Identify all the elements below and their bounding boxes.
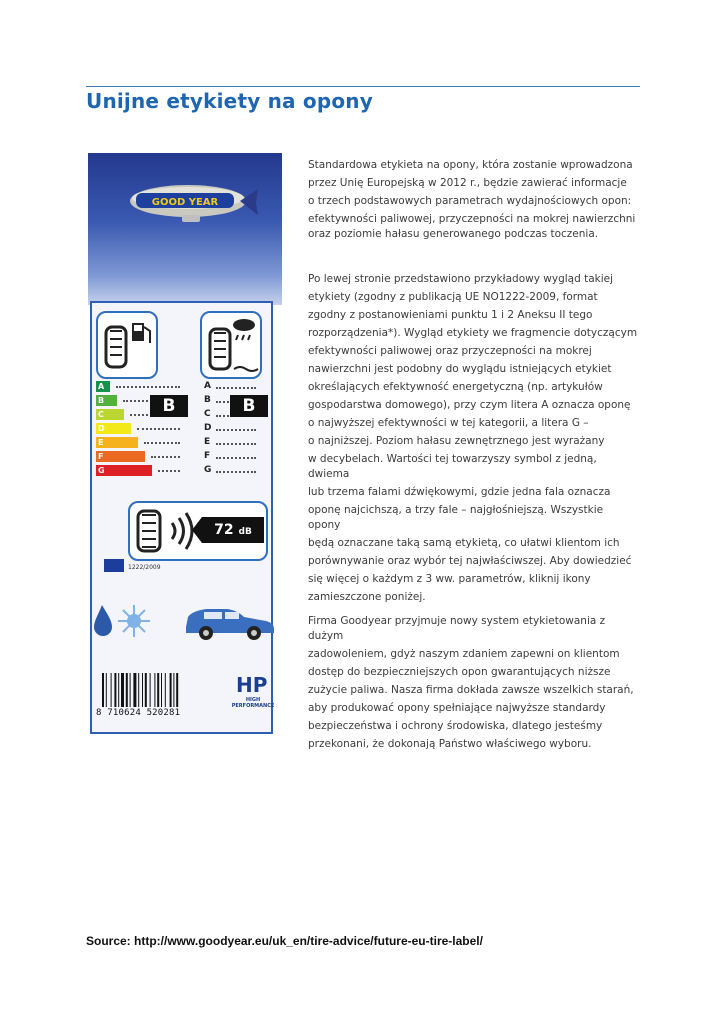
wet-selected-grade: B: [230, 395, 268, 417]
barcode-bar: [154, 673, 155, 707]
eu-label-panel: [90, 301, 273, 734]
blimp-brand-text: GOOD YEAR: [151, 197, 219, 208]
barcode-bar: [142, 673, 143, 707]
fuel-grade-letter: B: [96, 395, 117, 406]
text-line: będą oznaczane taką samą etykietą, co ułatwi klientom ich: [308, 537, 620, 549]
noise-value: 72: [214, 522, 234, 538]
text-line: się więcej o każdym z 3 ww. parametrów, kliknij ikony: [308, 573, 591, 585]
text-line: bezpieczeństwa i ochrony środowiska, dlatego jesteśmy: [308, 720, 603, 732]
text-line: określających efektywność energetyczną (np. artykułów: [308, 381, 603, 393]
barcode-bar: [173, 673, 174, 707]
barcode-bar: [161, 673, 162, 707]
regulation-number: 1222/2009: [128, 564, 161, 571]
text-line: opony: [308, 519, 341, 531]
text-line: etykiety (zgodny z publikacją UE NO1222-2009, format: [308, 291, 598, 303]
fuel-grade-letter: E: [96, 437, 138, 448]
water-drop-icon[interactable]: [94, 605, 112, 636]
noise-unit: dB: [238, 527, 252, 537]
barcode-bar: [130, 673, 131, 707]
intro-paragraph: [308, 156, 638, 243]
snowflake-sun-icon[interactable]: [118, 605, 150, 637]
fuel-grade-letter: F: [96, 451, 145, 462]
eu-flag-icon: [104, 559, 124, 572]
text-line: dwiema: [308, 468, 350, 480]
barcode-bar: [176, 673, 178, 707]
barcode-bar: [111, 673, 112, 707]
barcode-bar: [157, 673, 159, 707]
barcode-area: [94, 673, 274, 723]
text-line: o najwyższej efektywności w tej kategorii, a litera G –: [308, 417, 589, 429]
fuel-efficiency-box: [96, 311, 158, 379]
barcode-bar: [150, 673, 151, 707]
wet-grade-letter: A: [204, 381, 211, 391]
text-line: zadowoleniem, gdyż naszym zdaniem zapewni on klientom: [308, 648, 620, 660]
text-line: porównywanie oraz wybór tej najwłaściwszej. Aby dowiedzieć: [308, 555, 632, 567]
text-line: w decybelach. Wartości tej towarzyszy symbol z jedną,: [308, 453, 597, 465]
fuel-grade-dots: [116, 386, 180, 388]
title-rule: [86, 86, 640, 87]
noise-box: [128, 501, 268, 561]
text-line: zgodny z postanowieniami punktu 1 i 2 Aneksu II tego: [308, 309, 593, 321]
text-line: rozporządzenia*). Wygląd etykiety we fragmencie dotyczącym: [308, 327, 638, 339]
text-line: przekonani, że dokonają Państwo właściwego wyboru.: [308, 738, 592, 750]
fuel-grade-letter: G: [96, 465, 152, 476]
wet-grade-letter: G: [204, 465, 212, 475]
wet-grade-letter: E: [204, 437, 211, 447]
text-line: zużycie paliwa. Nasza firma dokłada zawsze wszelkich starań,: [308, 684, 634, 696]
wet-grip-box: [200, 311, 262, 379]
barcode-bar: [145, 673, 147, 707]
text-line: oponę najcichszą, a trzy fale – najgłośniejszą. Wszystkie: [308, 504, 604, 516]
fuel-grade-dots: [137, 428, 180, 430]
text-line: dużym: [308, 630, 344, 642]
barcode-bar: [121, 673, 124, 707]
parameter-icons: [88, 597, 282, 647]
hp-subtitle: [218, 697, 288, 709]
text-line: Po lewej stronie przedstawiono przykładowy wygląd takiej: [308, 273, 614, 285]
text-line: Standardowa etykieta na opony, która zostanie wprowadzona: [308, 159, 633, 171]
fuel-grade-dots: [144, 442, 180, 444]
wet-grade-dots: [216, 457, 256, 459]
barcode-bar: [106, 673, 107, 707]
barcode-digits: 8 710624 520281: [96, 708, 181, 718]
fuel-grade-letter: A: [96, 381, 110, 392]
text-line: przez Unię Europejską w 2012 r., będzie zawierać informacje: [308, 177, 627, 189]
blimp-icon: [122, 181, 262, 227]
text-line: efektywności paliwowej oraz przyczepności na mokrej: [308, 345, 592, 357]
barcode-bar: [114, 673, 116, 707]
fuel-grade-letter: D: [96, 423, 131, 434]
tire-label-image[interactable]: [88, 153, 282, 723]
barcode-bar: [102, 673, 104, 707]
car-icon[interactable]: [186, 609, 274, 640]
barcode-bar: [126, 673, 128, 707]
wet-grade-letter: C: [204, 409, 211, 419]
hp-logo: HP: [236, 673, 268, 697]
wet-grade-letter: B: [204, 395, 211, 405]
hp-subtitle-line-2: PERFORMANCE: [231, 703, 275, 709]
text-line: lub trzema falami dźwiękowymi, gdzie jedna fala oznacza: [308, 486, 611, 498]
fuel-grade-dots: [151, 456, 180, 458]
text-line: o trzech podstawowych parametrach wydajnościowych opon:: [308, 195, 632, 207]
text-line: nawierzchni jest podobny do wyglądu istniejących etykiet: [308, 363, 612, 375]
hp-subtitle-line-1: HIGH: [245, 697, 261, 703]
text-line: oraz poziomie hałasu generowanego podczas toczenia.: [308, 228, 599, 240]
fuel-selected-grade: B: [150, 395, 188, 417]
text-line: Firma Goodyear przyjmuje nowy system etykietowania z: [308, 615, 606, 627]
goodyear-statement-paragraph: [308, 612, 638, 753]
barcode-icon: [102, 673, 198, 709]
wet-grade-dots: [216, 471, 256, 473]
text-line: dostęp do bezpieczniejszych opon gwarantujących niższe: [308, 666, 611, 678]
barcode-bar: [170, 673, 172, 707]
sky-banner: [88, 153, 282, 305]
text-line: gospodarstwa domowego), przy czym litera A oznacza oponę: [308, 399, 631, 411]
text-line: efektywności paliwowej, przyczepności na mokrej nawierzchni: [308, 213, 636, 225]
rain-cloud-icon: [202, 313, 260, 377]
fuel-grade-dots: [158, 470, 180, 472]
wet-grade-letter: F: [204, 451, 211, 461]
fuel-pump-icon: [98, 313, 156, 377]
wet-grade-dots: [216, 429, 256, 431]
source-link[interactable]: Source: http://www.goodyear.eu/uk_en/tire-advice/future-eu-tire-label/: [86, 934, 483, 948]
barcode-bar: [138, 673, 139, 707]
wet-grade-letter: D: [204, 423, 212, 433]
text-line: o najniższej. Poziom hałasu zewnętrznego jest wyrażany: [308, 435, 605, 447]
barcode-bar: [118, 673, 119, 707]
label-description-paragraph: [308, 270, 638, 606]
fuel-grade-letter: C: [96, 409, 124, 420]
text-line: aby produkować opony spełniające najwyższe standardy: [308, 702, 606, 714]
barcode-bar: [165, 673, 166, 707]
wet-grade-dots: [216, 443, 256, 445]
noise-value-tag: [202, 517, 264, 543]
barcode-bar: [133, 673, 136, 707]
page-title: Unijne etykiety na opony: [86, 89, 373, 113]
wet-grade-dots: [216, 387, 256, 389]
text-line: zamieszczone poniżej.: [308, 591, 426, 603]
